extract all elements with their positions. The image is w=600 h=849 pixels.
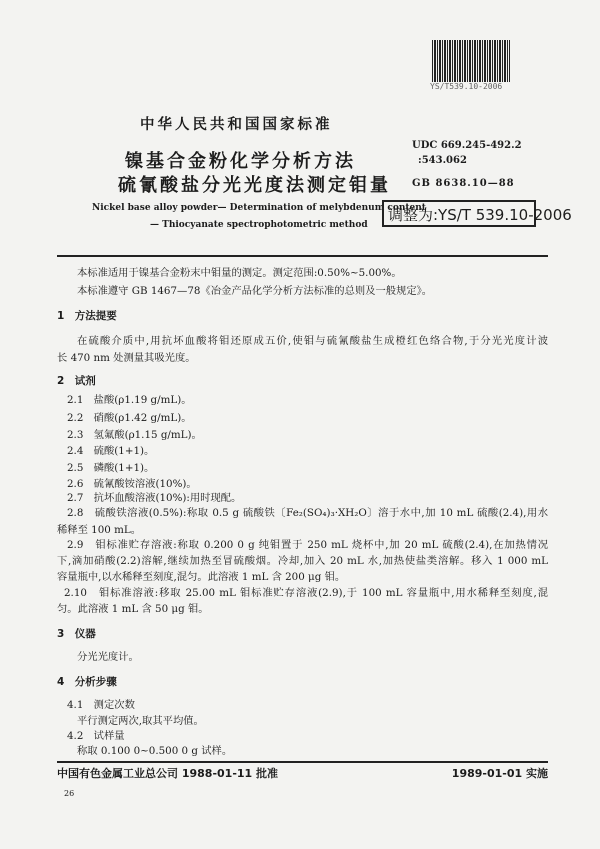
english-title-2: — Thiocyanate spectrophotometric method bbox=[150, 220, 368, 230]
reagent-item-9-line-1: 2.9 钼标准贮存溶液:称取 0.200 0 g 纯钼置于 250 mL 烧杯中,加 20 mL 硫酸(2.4),在加热情况 bbox=[67, 539, 548, 551]
english-title-1: Nickel base alloy powder— Determination of melybdenum content bbox=[92, 203, 426, 213]
section-1-heading: 1 方法提要 bbox=[57, 310, 117, 322]
reagent-item: 2.6 硫氰酸铵溶液(10%)。 bbox=[67, 478, 197, 490]
section-4-heading: 4 分析步骤 bbox=[57, 676, 117, 688]
section-1-text-1: 在硫酸介质中,用抗坏血酸将钼还原成五价,使钼与硫氰酸盐生成橙红色络合物,于分光光度计波 bbox=[77, 335, 548, 347]
reagent-item-9-line-2: 下,滴加硝酸(2.2)溶解,继续加热至冒硫酸烟。冷却,加入 20 mL 水,加热使盐类溶解。移入 1 000 mL bbox=[57, 555, 548, 567]
section-3-text: 分光光度计。 bbox=[77, 651, 139, 663]
title-line-2: 硫氰酸盐分光光度法测定钼量 bbox=[118, 175, 391, 196]
reagent-item-8-line-2: 稀释至 100 mL。 bbox=[57, 524, 141, 536]
subsection-4-2-heading: 4.2 试样量 bbox=[67, 730, 125, 742]
reagent-item: 2.2 硝酸(ρ1.42 g/mL)。 bbox=[67, 412, 192, 424]
reagent-item: 2.3 氢氟酸(ρ1.15 g/mL)。 bbox=[67, 429, 202, 441]
bottom-rule bbox=[57, 761, 548, 763]
intro-scope: 本标准适用于镍基合金粉末中钼量的测定。测定范围:0.50%~5.00%。 bbox=[77, 267, 402, 279]
reagent-item: 2.4 硫酸(1+1)。 bbox=[67, 445, 155, 457]
udc-line-2: :543.062 bbox=[418, 155, 467, 166]
gb-number: GB 8638.10—88 bbox=[412, 178, 515, 189]
reagent-item: 2.7 抗坏血酸溶液(10%):用时现配。 bbox=[67, 492, 242, 504]
udc-line-1: UDC 669.245-492.2 bbox=[412, 140, 522, 151]
top-rule bbox=[57, 255, 548, 257]
subsection-4-1-heading: 4.1 测定次数 bbox=[67, 699, 135, 711]
reagent-item: 2.1 盐酸(ρ1.19 g/mL)。 bbox=[67, 394, 192, 406]
section-2-heading: 2 试剂 bbox=[57, 375, 96, 387]
implementation-date: 1989-01-01 实施 bbox=[451, 767, 548, 780]
reagent-item-10-line-2: 匀。此溶液 1 mL 含 50 μg 钼。 bbox=[57, 603, 209, 615]
subsection-4-2-text: 称取 0.100 0~0.500 0 g 试样。 bbox=[77, 745, 233, 757]
reagent-item: 2.5 磷酸(1+1)。 bbox=[67, 462, 155, 474]
reagent-item-8-line-1: 2.8 硫酸铁溶液(0.5%):称取 0.5 g 硫酸铁〔Fe₂(SO₄)₃·XH₂O〕溶于水中,加 10 mL 硫酸(2.4),用水 bbox=[67, 507, 548, 519]
reagent-item-10-line-1: 2.10 钼标准溶液:移取 25.00 mL 钼标准贮存溶液(2.9),于 100 mL 容量瓶中,用水稀释至刻度,混 bbox=[64, 587, 548, 599]
section-3-heading: 3 仪器 bbox=[57, 628, 96, 640]
adjustment-stamp: 调整为:YS/T 539.10-2006 bbox=[382, 200, 536, 227]
subsection-4-1-text: 平行测定两次,取其平均值。 bbox=[77, 715, 204, 727]
page-number: 26 bbox=[64, 789, 75, 798]
approval-info: 中国有色金属工业总公司 1988-01-11 批准 bbox=[57, 767, 279, 780]
barcode bbox=[432, 40, 510, 82]
reagent-item-9-line-3: 容量瓶中,以水稀释至刻度,混匀。此溶液 1 mL 含 200 μg 钼。 bbox=[57, 571, 346, 583]
section-1-text-2: 长 470 nm 处测量其吸光度。 bbox=[57, 352, 196, 364]
intro-compliance: 本标准遵守 GB 1467—78《冶金产品化学分析方法标准的总则及一般规定》。 bbox=[77, 285, 433, 297]
barcode-caption: YS/T539.10-2006 bbox=[430, 82, 503, 91]
national-standard-label: 中华人民共和国国家标准 bbox=[140, 117, 333, 133]
title-line-1: 镍基合金粉化学分析方法 bbox=[125, 151, 356, 172]
